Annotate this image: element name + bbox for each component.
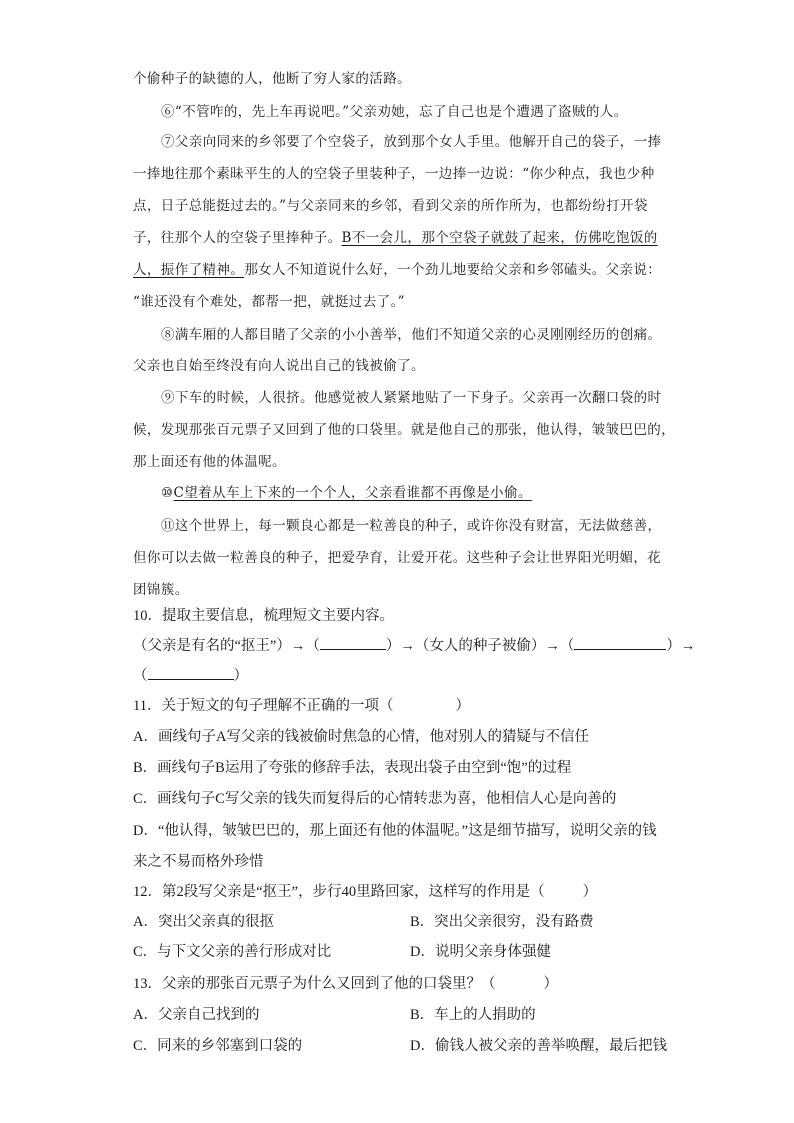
paragraph-7-line-2: 一捧地往那个素昧平生的人的空袋子里装种子，一边捧一边说：“你少种点，我也少种: [133, 166, 655, 182]
paragraph-7-line-5: [133, 258, 661, 278]
question-11-option-c: C．画线句子C写父亲的钱失而复得后的心情转悲为喜，他相信人心是向善的: [133, 791, 617, 807]
question-12-stem: [133, 880, 597, 901]
question-11-stem: [133, 694, 470, 715]
paragraph-11-line-1: ⑪这个世界上，每一颗良心都是一粒善良的种子，或许你没有财富，无法做慈善，: [161, 518, 662, 534]
answer-blank-3[interactable]: [148, 665, 234, 680]
question-10-stem: 10．提取主要信息，梳理短文主要内容。: [133, 608, 394, 624]
question-13-option-a: A．父亲自己找到的: [133, 1007, 260, 1023]
question-13-text: 13．父亲的那张百元票子为什么又回到了他的口袋里？（: [133, 976, 496, 992]
paragraph-8-line-2: 父亲也自始至终没有向人说出自己的钱被偷了。: [133, 358, 425, 374]
flow-step-4-open: （: [133, 668, 148, 684]
paragraph-7-line-4-plain: 子，往那个人的空袋子里捧种子。: [133, 230, 342, 246]
question-12-option-d: D．说明父亲身体强健: [410, 944, 551, 960]
paragraph-11-line-3: 团锦簇。: [133, 582, 189, 598]
paragraph-8-line-1: ⑧满车厢的人都目睹了父亲的小小善举，他们不知道父亲的心灵刚刚经历的创痛。: [161, 327, 662, 343]
paragraph-9-line-3: 那上面还有他的体温呢。: [133, 454, 286, 470]
flow-step-2: ）→（女人的种子被偷）→（: [385, 638, 575, 654]
question-11-option-d-line-2: 来之不易而格外珍惜: [133, 854, 264, 870]
paragraph-5-tail: 个偷种子的缺德的人，他断了穷人家的活路。: [133, 71, 411, 87]
paragraph-7-line-3: 点，日子总能挺过去的。”与父亲同来的乡邻，看到父亲的所作所为，也都纷纷打开袋: [133, 198, 648, 214]
paragraph-9-line-1: ⑨下车的时候，人很挤。他感觉被人紧紧地贴了一下身子。父亲再一次翻口袋的时: [161, 390, 662, 406]
answer-blank-2[interactable]: [574, 635, 666, 650]
question-13-stem: [133, 972, 558, 993]
question-11-option-b: B．画线句子B运用了夸张的修辞手法，表现出袋子由空到“饱”的过程: [133, 760, 572, 776]
paragraph-7-line-5-plain: 那女人不知道说什么好，一个劲儿地要给父亲和乡邻磕头。父亲说：: [244, 262, 662, 278]
question-11-paren-close: ）: [455, 698, 470, 714]
question-11-option-a: A．画线句子A写父亲的钱被偷时焦急的心情，他对别人的猜疑与不信任: [133, 729, 589, 745]
underlined-sentence-b: B不一会儿，那个空袋子就鼓了起来，仿佛吃饱饭的: [341, 230, 658, 246]
flow-step-3: ）→: [666, 638, 696, 654]
paragraph-10: [161, 481, 532, 501]
flow-step-4-close: ）: [233, 668, 248, 684]
question-13-option-c: C．同来的乡邻塞到口袋的: [133, 1038, 303, 1054]
question-10-flow-line-1: [133, 634, 695, 655]
paragraph-9-line-2: 候，发现那张百元票子又回到了他的口袋里。就是他自己的那张，他认得，皱皱巴巴的，: [133, 422, 676, 438]
question-12-text: 12．第2段写父亲是“抠王”，步行40里路回家，这样写的作用是（: [133, 884, 545, 900]
underlined-sentence-c: C望着从车上下来的一个个人，父亲看谁都不再像是小偷。: [173, 485, 532, 501]
paragraph-6: ⑥“不管咋的，先上车再说吧。”父亲劝她，忘了自己也是个遭遇了盗贼的人。: [161, 104, 628, 120]
paragraph-7-line-4: [133, 226, 658, 246]
underlined-sentence-b-end: 人，振作了精神。: [133, 262, 245, 278]
question-12-option-c: C．与下文父亲的善行形成对比: [133, 944, 332, 960]
answer-blank-1[interactable]: [320, 635, 386, 650]
question-13-paren-close: ）: [543, 976, 558, 992]
paragraph-10-number: ⑩: [161, 485, 174, 501]
question-11-option-d-line-1: D．“他认得，皱皱巴巴的，那上面还有他的体温呢。”这是细节描写，说明父亲的钱: [133, 823, 657, 839]
paragraph-7-line-6: “谁还没有个难处，都帮一把，就挺过去了。”: [133, 294, 405, 310]
paragraph-7-line-1: ⑦父亲向同来的乡邻要了个空袋子，放到那个女人手里。他解开自己的袋子，一捧: [161, 134, 662, 150]
question-10-flow-line-2: [133, 664, 248, 685]
paragraph-11-line-2: 但你可以去做一粒善良的种子，把爱孕育，让爱开花。这些种子会让世界阳光明媚，花: [133, 550, 662, 566]
question-12-paren-close: ）: [582, 884, 598, 900]
question-12-option-b: B．突出父亲很穷，没有路费: [410, 914, 594, 930]
question-12-option-a: A．突出父亲真的很抠: [133, 914, 274, 930]
question-13-option-d: D．偷钱人被父亲的善举唤醒，最后把钱: [410, 1038, 667, 1054]
flow-step-1: （父亲是有名的“抠王”）→（: [133, 638, 320, 654]
question-11-text: 11．关于短文的句子理解不正确的一项（: [133, 698, 394, 714]
question-13-option-b: B．车上的人捐助的: [410, 1007, 536, 1023]
